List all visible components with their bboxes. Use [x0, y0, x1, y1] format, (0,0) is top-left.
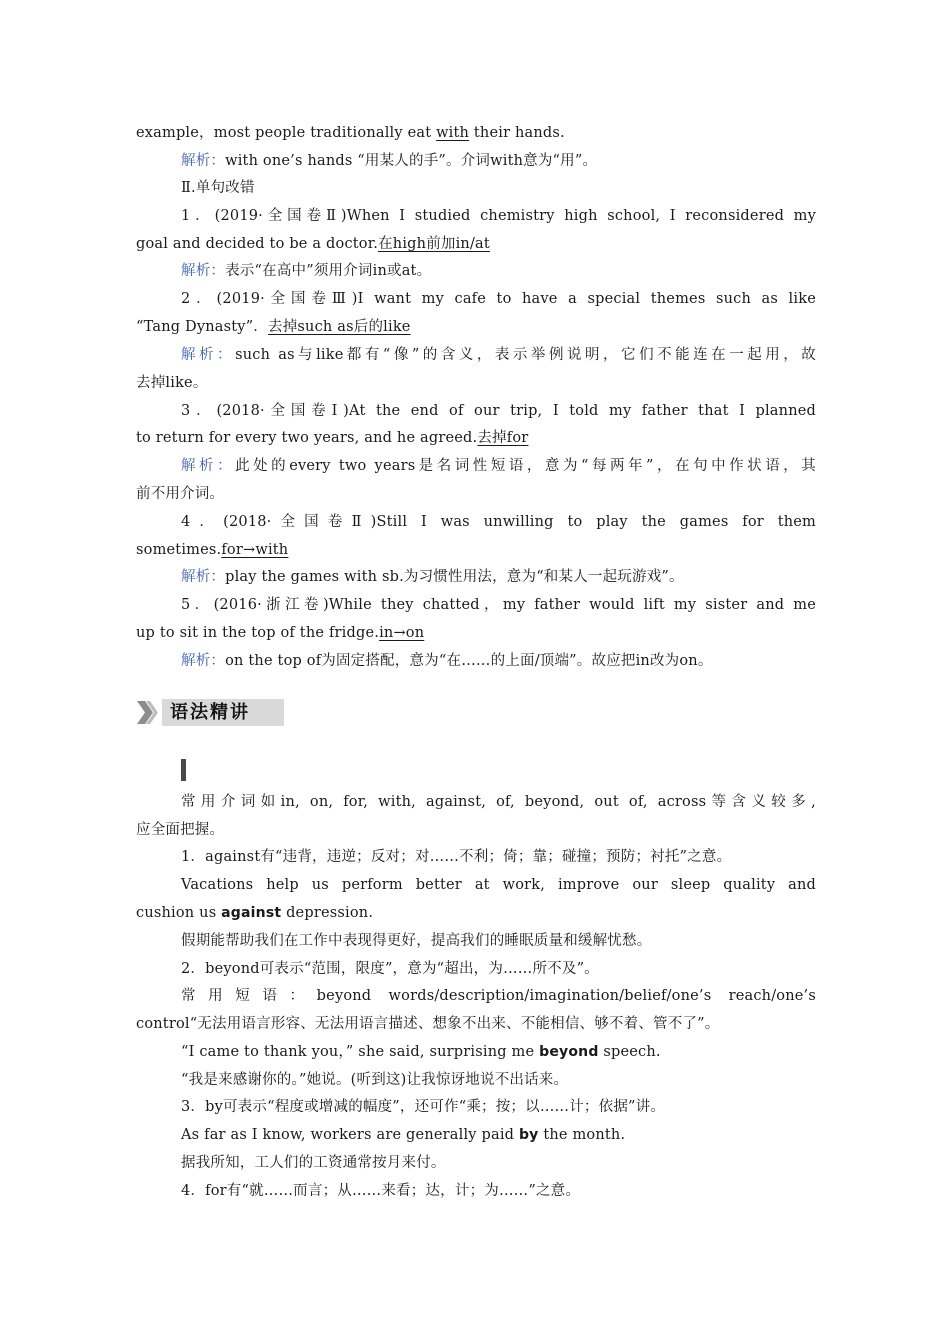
text-line: 前不用介词。 — [136, 486, 225, 502]
question-1: 1．(2019·全国卷Ⅱ)When I studied chemistry high school, I reconsidered my — [181, 208, 816, 224]
analysis-label: 解析： — [181, 153, 226, 169]
analysis-line: 解析：表示“在高中”须用介词in或at。 — [181, 263, 432, 279]
keyword: against — [221, 905, 282, 921]
text-line: up to sit in the top of the fridge.in→on — [136, 625, 425, 641]
analysis-line: 解析：play the games with sb.为习惯性用法，意为“和某人一起玩游戏”。 — [181, 569, 684, 585]
keyword: by — [518, 1127, 539, 1143]
analysis-line: 解析：such as与like都有“像”的含义，表示举例说明，它们不能连在一起用，故 — [181, 347, 816, 363]
answer: 去掉such as后的like — [268, 319, 411, 335]
answer: 在high前加in/at — [378, 236, 490, 252]
example-en: As far as I know, workers are generally paid by the month. — [181, 1127, 626, 1143]
point-3: 3．by可表示“程度或增减的幅度”，还可作“乘；按；以……计；依据”讲。 — [181, 1099, 666, 1115]
analysis-label: 解析： — [181, 263, 226, 279]
answer: 去掉for — [477, 430, 529, 446]
part-marker — [181, 759, 186, 781]
text-line: 应全面把握。 — [136, 822, 225, 838]
answer: with — [436, 125, 470, 141]
point-4: 4．for有“就……而言；从……来看；达，计；为……”之意。 — [181, 1183, 581, 1199]
text-line: 常用短语：beyond words/description/imagination/belief/one’s reach/one’s — [181, 988, 816, 1004]
analysis-line: 解析：with one’s hands “用某人的手”。介词with意为“用”。 — [181, 153, 598, 169]
text-line: “Tang Dynasty”．去掉such as后的like — [136, 319, 411, 335]
point-1: 1．against有“违背，违逆；反对；对……不利；倚；靠；碰撞；预防；衬托”之意。 — [181, 849, 732, 865]
text-line: control“无法用语言形容、无法用语言描述、想象不出来、不能相信、够不着、管不了”。 — [136, 1016, 720, 1032]
example-zh: “我是来感谢你的。”她说。(听到这)让我惊讶地说不出话来。 — [181, 1072, 569, 1088]
analysis-line: 解析：on the top of为固定搭配，意为“在……的上面/顶端”。故应把in改为on。 — [181, 653, 713, 669]
chevron-right-icon — [136, 699, 162, 726]
example-en: “I came to thank you，” she said, surprising me beyond speech. — [181, 1044, 661, 1060]
answer: in→on — [379, 625, 425, 641]
section-header — [136, 699, 284, 726]
text-line: to return for every two years, and he agreed.去掉for — [136, 430, 529, 446]
example-en: Vacations help us perform better at work, improve our sleep quality and — [181, 877, 816, 893]
question-3: 3．(2018·全国卷Ⅰ)At the end of our trip, I told my father that I planned — [181, 403, 816, 419]
example-zh: 据我所知，工人们的工资通常按月来付。 — [181, 1155, 446, 1171]
text-line: 常用介词如in, on, for, with, against, of, beyond, out of, across等含义较多, — [181, 794, 816, 810]
text-line: example，most people traditionally eat with their hands. — [136, 125, 565, 141]
text-line: sometimes.for→with — [136, 542, 289, 558]
question-4: 4．(2018·全国卷Ⅱ)Still I was unwilling to play the games for them — [181, 514, 816, 530]
example-zh: 假期能帮助我们在工作中表现得更好，提高我们的睡眠质量和缓解忧愁。 — [181, 933, 652, 949]
question-5: 5．(2016·浙江卷)While they chatted，my father would lift my sister and me — [181, 597, 816, 613]
text-line: goal and decided to be a doctor.在high前加in/at — [136, 236, 490, 252]
answer: for→with — [221, 542, 289, 558]
section-title: 语法精讲 — [170, 702, 250, 723]
analysis-line: 解析：此处的every two years是名词性短语，意为“每两年”，在句中作状语，其 — [181, 458, 816, 474]
example-en: cushion us against depression. — [136, 905, 374, 921]
section-subtitle: Ⅱ.单句改错 — [181, 180, 255, 196]
point-2: 2．beyond可表示“范围，限度”，意为“超出，为……所不及”。 — [181, 961, 599, 977]
analysis-label: 解析： — [181, 347, 236, 363]
question-2: 2．(2019·全国卷Ⅲ)I want my cafe to have a special themes such as like — [181, 291, 816, 307]
keyword: beyond — [539, 1044, 599, 1060]
analysis-label: 解析： — [181, 458, 236, 474]
analysis-label: 解析： — [181, 569, 226, 585]
text-line: 去掉like。 — [136, 375, 208, 391]
analysis-label: 解析： — [181, 653, 226, 669]
